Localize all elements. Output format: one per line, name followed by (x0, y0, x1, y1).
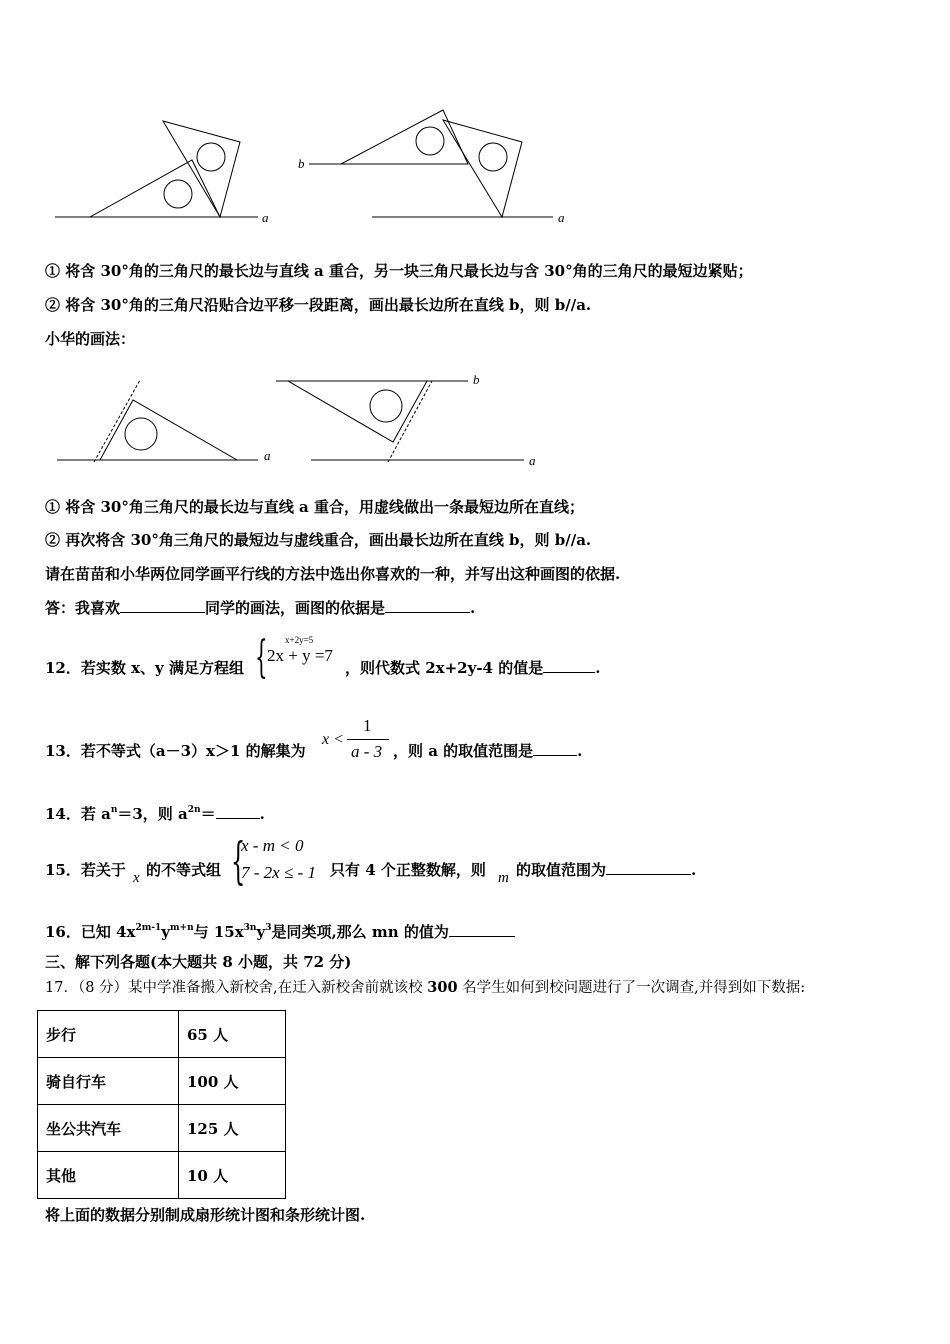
miaomiao-step-1: ① 将含 30°角的三角尺的最长边与直线 a 重合，另一块三角尺最长边与含 30°角的三角尺的最短边紧贴； (45, 262, 753, 280)
q15-brace: { (231, 832, 246, 890)
table-row (38, 1058, 286, 1105)
q16-t5: 是同类项,那么 mn 的值为 (271, 923, 449, 941)
q16-t1: 已知 4x (80, 923, 136, 941)
label-b: b (473, 372, 480, 387)
table-cell-mode: 坐公共汽车 (38, 1105, 179, 1152)
q17-text2: 名学生如何到校问题进行了一次调查,并得到如下数据: (462, 980, 806, 996)
q17-text: 某中学准备搬入新校舍,在迁入新校舍前就该校 (128, 980, 423, 996)
answer-line (45, 598, 475, 618)
table-row (38, 1152, 286, 1199)
table-cell-mode: 其他 (38, 1152, 179, 1199)
q12-brace: { (255, 632, 268, 683)
answer-middle: 同学的画法，画图的依据是 (205, 599, 386, 617)
q12-number: 12． (45, 659, 81, 677)
q12-after: ，则代数式 2x+2y-4 的值是 (345, 659, 544, 677)
q13-denominator: a - 3 (351, 742, 383, 761)
q14-text1: 若 a (80, 805, 111, 823)
q13-end: . (577, 742, 583, 760)
q12-eq1: x+2y=5 (285, 635, 314, 645)
q16-s4: 3 (265, 923, 272, 933)
q17-score: （8 分） (77, 980, 129, 996)
q16-s3: 3n (243, 923, 257, 933)
q13-before: 若不等式（a－3）x＞1 的解集为 (80, 742, 306, 760)
q12 (45, 658, 244, 678)
q15-blank[interactable] (606, 860, 691, 875)
q16-t3: 与 15x (193, 923, 244, 941)
q15-before: 若关于 (80, 861, 126, 879)
q12-eq2: 2x + y =7 (267, 646, 333, 665)
q15 (45, 860, 126, 880)
label-a: a (264, 448, 271, 463)
q15-ineq2: 7 - 2x ≤ - 1 (241, 863, 316, 882)
label-a: a (529, 453, 536, 468)
table-cell-count: 65 人 (179, 1011, 286, 1058)
q14-sup1: n (110, 805, 118, 815)
q15-end: . (691, 861, 697, 879)
q17 (45, 978, 805, 998)
dashed-line (388, 381, 432, 462)
label-b: b (298, 156, 305, 171)
answer-end: . (470, 599, 476, 617)
closing-instruction: 将上面的数据分别制成扇形统计图和条形统计图. (45, 1206, 366, 1224)
table-cell-mode: 骑自行车 (38, 1058, 179, 1105)
dashed-line (94, 380, 140, 462)
table-row (38, 1105, 286, 1152)
q16-t2: y (161, 923, 170, 941)
table-cell-mode: 步行 (38, 1011, 179, 1058)
q15-var-m: m (498, 870, 509, 886)
q16-number: 16． (45, 923, 81, 941)
q13 (45, 741, 306, 761)
q13-after: ，则 a 的取值范围是 (393, 742, 534, 760)
q15-number: 15． (45, 861, 81, 879)
q13-tail (393, 741, 582, 761)
q13-x: x < (322, 731, 344, 748)
q15-ineq1: x - m < 0 (241, 836, 304, 855)
q17-number: 17． (45, 980, 78, 996)
triangle-right (288, 381, 427, 442)
q15-tail (516, 860, 696, 880)
xiaohua-step-1: ① 将含 30°角三角尺的最长边与直线 a 重合，用虚线做出一条最短边所在直线； (45, 498, 584, 516)
xiaohua-step-2: ② 再次将含 30°角三角尺的最短边与虚线重合，画出最长边所在直线 b，则 b//a. (45, 531, 592, 549)
q16-s1: 2m-1 (135, 923, 162, 933)
q14-text2: ＝3，则 a (117, 805, 188, 823)
q15-after: 只有 4 个正整数解，则 (330, 861, 486, 879)
q12-tail (345, 658, 600, 678)
triangle-left (100, 400, 237, 460)
q16-t4: y (256, 923, 266, 941)
q13-blank[interactable] (533, 741, 577, 756)
q14-blank[interactable] (216, 804, 260, 819)
q14-end: . (259, 805, 265, 823)
q14 (45, 800, 265, 824)
q12-before: 若实数 x、y 满足方程组 (80, 659, 244, 677)
q14-text3: ＝ (200, 805, 216, 823)
q14-number: 14． (45, 805, 81, 823)
q13-fraction-bar (347, 739, 389, 740)
prompt: 请在苗苗和小华两位同学画平行线的方法中选出你喜欢的一种，并写出这种画图的依据. (45, 565, 621, 583)
table-cell-count: 125 人 (179, 1105, 286, 1152)
label-a: a (558, 210, 565, 225)
q12-end: . (595, 659, 601, 677)
q15-after2: 的取值范围为 (516, 861, 607, 879)
q16 (45, 918, 515, 942)
table-cell-count: 100 人 (179, 1058, 286, 1105)
miaomiao-step-2: ② 将含 30°角的三角尺沿贴合边平移一段距离，画出最长边所在直线 b，则 b//a. (45, 296, 592, 314)
q13-number: 13． (45, 742, 81, 760)
q15-middle: 的不等式组 (146, 861, 222, 879)
q16-s2: m+n (170, 923, 194, 933)
q15-var-x: x (133, 870, 140, 886)
section-3-heading: 三、解下列各题(本大题共 8 小题，共 72 分) (45, 953, 352, 971)
answer-blank-1[interactable] (120, 598, 205, 613)
xiaohua-title: 小华的画法： (45, 330, 136, 348)
q17-count: 300 (427, 979, 458, 996)
figure-xiaohua (0, 0, 950, 480)
answer-prefix: 答：我喜欢 (45, 599, 121, 617)
q14-sup2: 2n (187, 805, 201, 815)
survey-table (37, 1010, 286, 1199)
q12-blank[interactable] (543, 658, 595, 673)
answer-blank-2[interactable] (385, 598, 470, 613)
table-cell-count: 10 人 (179, 1152, 286, 1199)
q16-blank[interactable] (449, 922, 515, 937)
q13-numerator: 1 (363, 716, 372, 735)
label-a: a (262, 210, 269, 225)
triangle-hole (125, 418, 157, 450)
triangle-hole (370, 390, 402, 422)
table-row (38, 1011, 286, 1058)
